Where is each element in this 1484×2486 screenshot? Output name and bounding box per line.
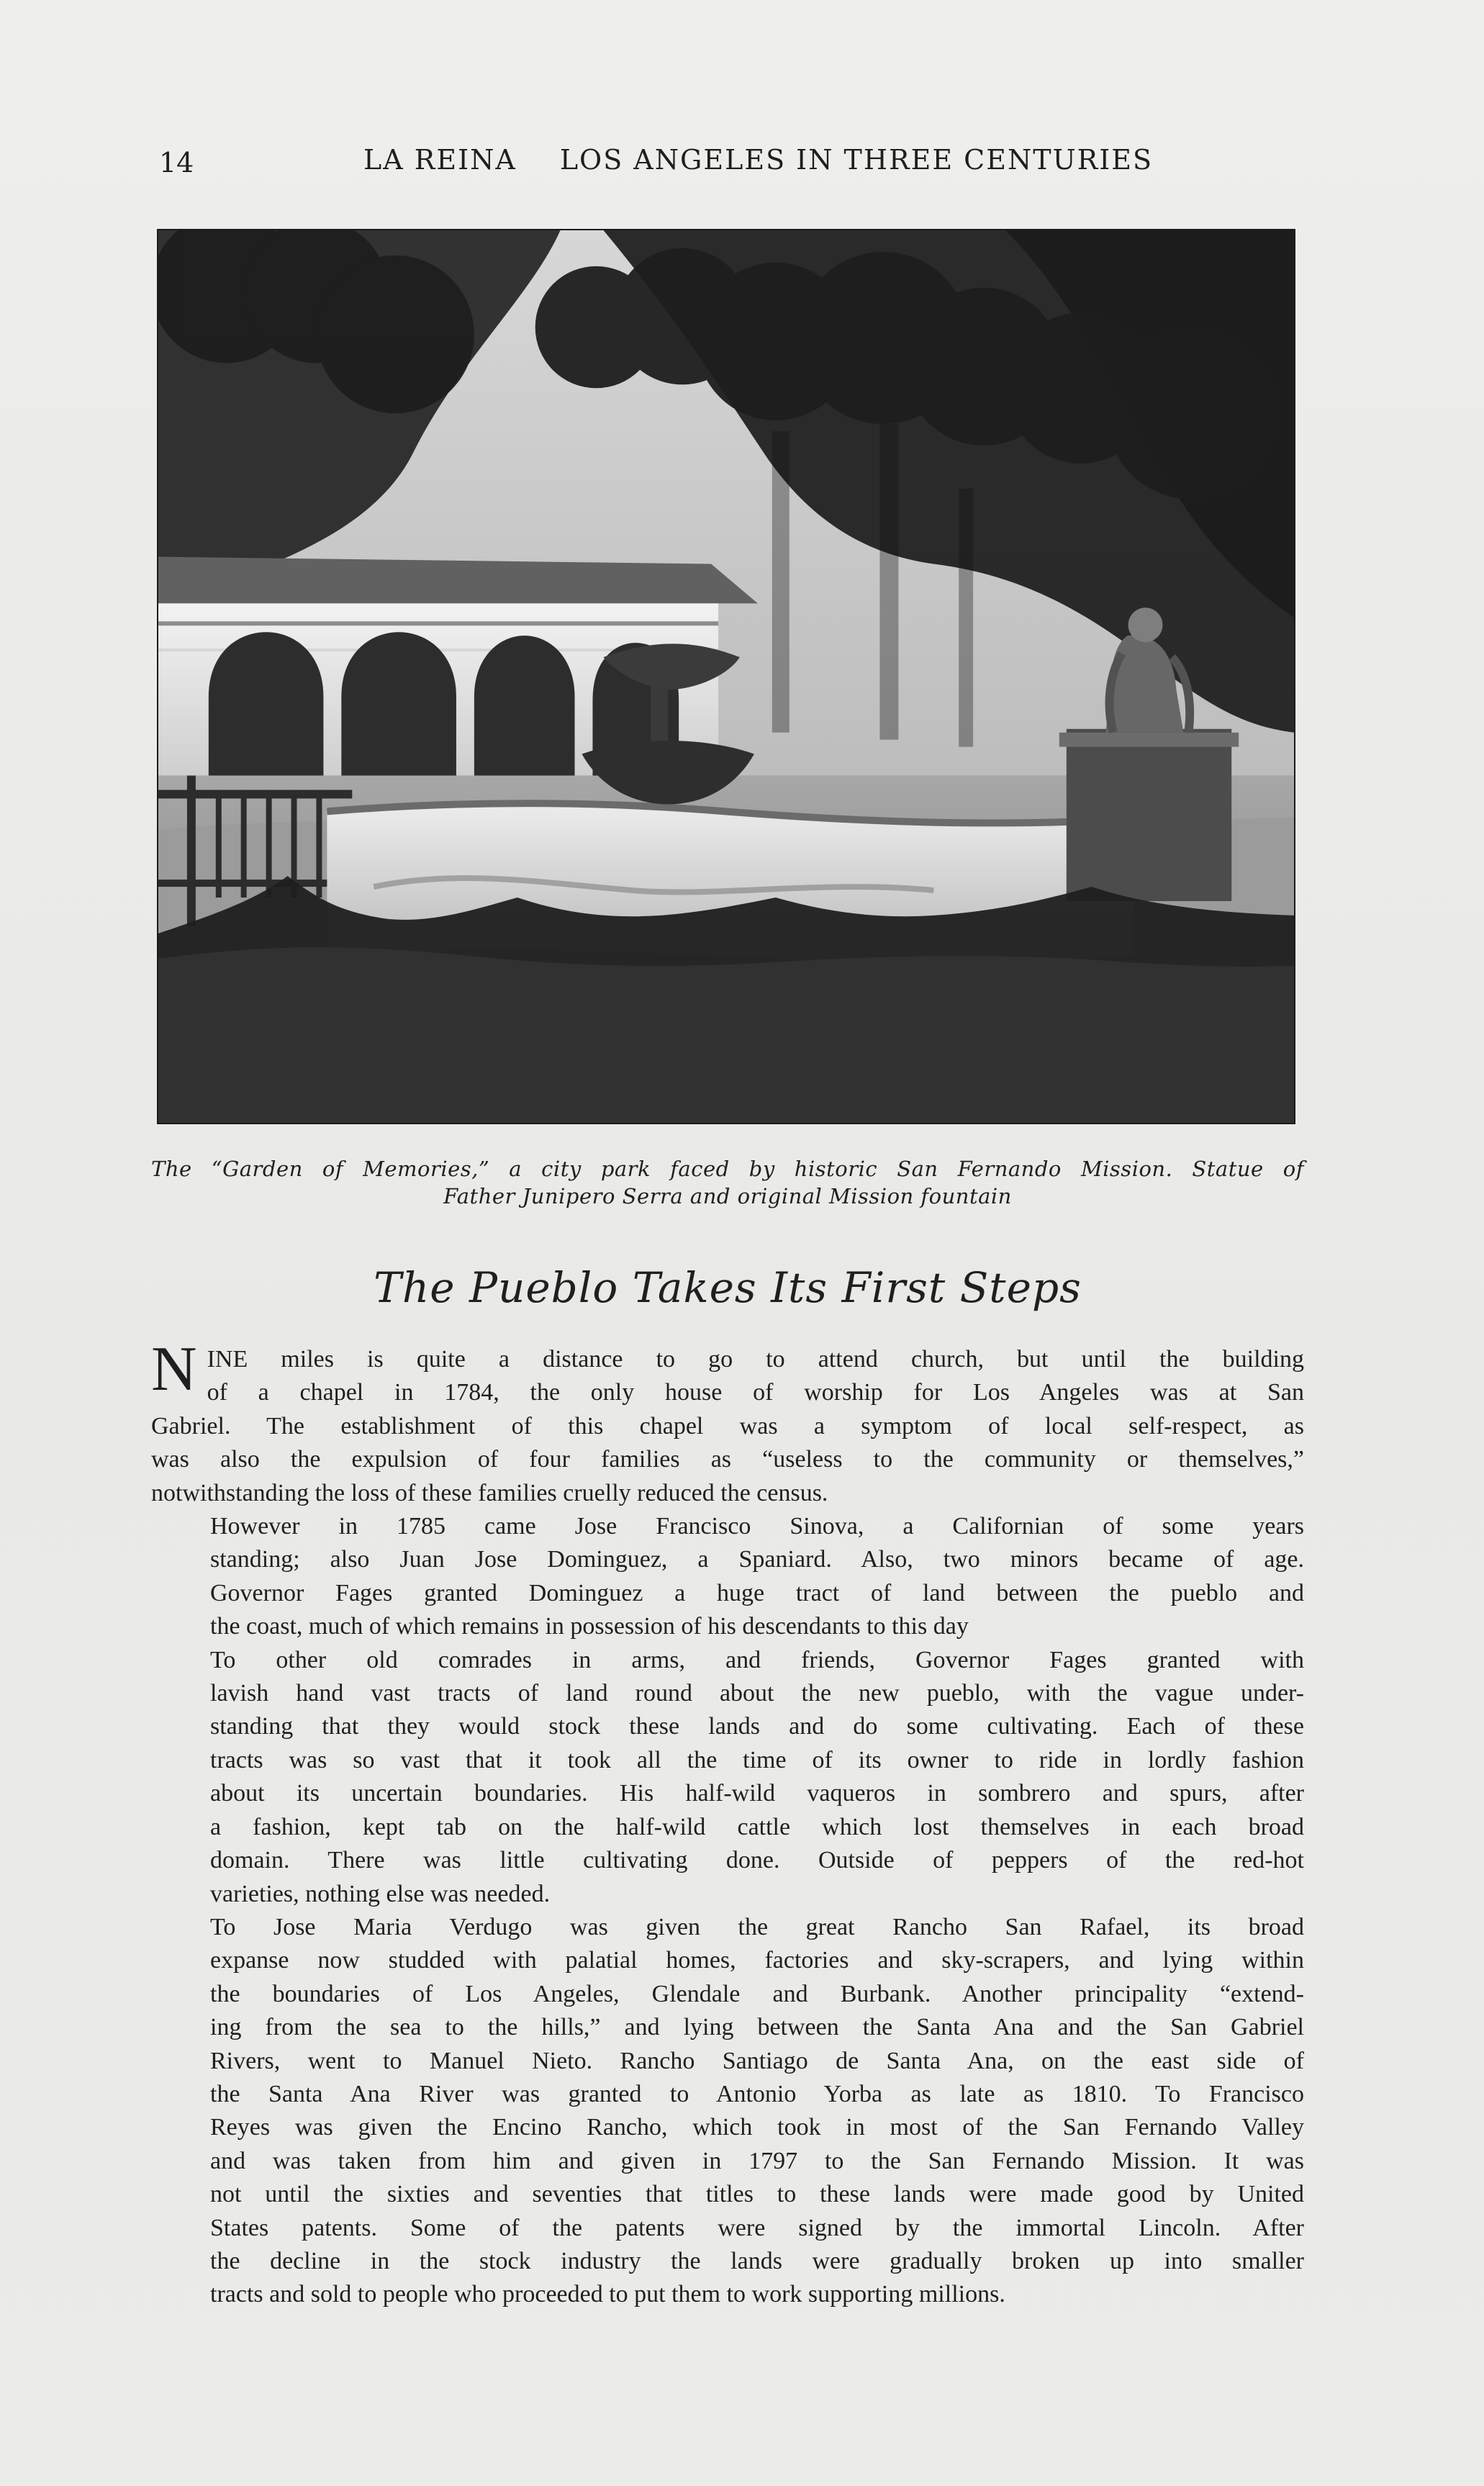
paragraph-4-line-4: ing from the sea to the hills,” and lying between the Santa Ana and the San Gabriel — [210, 2014, 1304, 2041]
article-title: The Pueblo Takes Its First Steps — [374, 1263, 1082, 1312]
paragraph-4-line-2: expanse now studded with palatial homes, factories and sky-scrapers, and lying within — [210, 1947, 1304, 1974]
paragraph-4-line-11: the decline in the stock industry the lands were gradually broken up into smaller — [210, 2247, 1304, 2274]
paragraph-4-line-12: tracts and sold to people who proceeded to put them to work supporting millions. — [210, 2281, 1005, 2308]
paragraph-2 — [151, 1510, 1304, 1644]
paragraph-4-line-1: To Jose Maria Verdugo was given the great Rancho San Rafael, its broad — [210, 1913, 1304, 1940]
paragraph-3-line-3: standing that they would stock these lands and do some cultivating. Each of these — [210, 1713, 1304, 1740]
paragraph-3-line-7: domain. There was little cultivating done. Outside of peppers of the red-hot — [210, 1847, 1304, 1874]
paragraph-4-line-7: Reyes was given the Encino Rancho, which took in most of the San Fernando Valley — [210, 2114, 1304, 2141]
paragraph-3-line-1: To other old comrades in arms, and friends, Governor Fages granted with — [210, 1646, 1304, 1673]
paragraph-2-line-1: However in 1785 came Jose Francisco Sinova, a Californian of some years — [210, 1513, 1304, 1540]
paragraph-1-line-5: notwithstanding the loss of these families cruelly reduced the census. — [151, 1479, 828, 1506]
paragraph-1-line-2: of a chapel in 1784, the only house of worship for Los Angeles was at San — [207, 1379, 1304, 1406]
paragraph-4-line-3: the boundaries of Los Angeles, Glendale and Burbank. Another principality “extend- — [210, 1980, 1304, 2007]
paragraph-4-line-6: the Santa Ana River was granted to Antonio Yorba as late as 1810. To Francisco — [210, 2080, 1304, 2107]
paragraph-1-line-3: Gabriel. The establishment of this chapel was a symptom of local self-respect, as — [151, 1412, 1304, 1439]
drop-cap: N — [151, 1334, 197, 1404]
paragraph-3-line-2: lavish hand vast tracts of land round about the new pueblo, with the vague under- — [210, 1680, 1304, 1707]
mission-garden-illustration — [158, 230, 1294, 1123]
paragraph-3-line-5: about its uncertain boundaries. His half-wild vaqueros in sombrero and spurs, after — [210, 1780, 1304, 1807]
paragraph-2-line-4: the coast, much of which remains in possession of his descendants to this day — [210, 1613, 969, 1640]
page-number: 14 — [159, 147, 194, 178]
article-body — [151, 1334, 1304, 2312]
paragraph-2-line-3: Governor Fages granted Dominguez a huge tract of land between the pueblo and — [210, 1579, 1304, 1606]
paragraph-4-line-5: Rivers, went to Manuel Nieto. Rancho Santiago de Santa Ana, on the east side of — [210, 2047, 1304, 2074]
paragraph-4 — [151, 1911, 1304, 2312]
caption-line-2: Father Junipero Serra and original Mission fountain — [443, 1184, 1012, 1208]
paragraph-2-line-2: standing; also Juan Jose Dominguez, a Spaniard. Also, two minors became of age. — [210, 1546, 1304, 1573]
running-head-right: LOS ANGELES IN THREE CENTURIES — [559, 144, 1154, 176]
running-head — [363, 144, 1154, 176]
running-head-left: LA REINA — [363, 144, 517, 176]
paragraph-3-line-4: tracts was so vast that it took all the time of its owner to ride in lordly fashion — [210, 1746, 1304, 1773]
paragraph-4-line-10: States patents. Some of the patents were signed by the immortal Lincoln. After — [210, 2214, 1304, 2241]
photo-caption — [151, 1155, 1304, 1210]
paragraph-3-line-8: varieties, nothing else was needed. — [210, 1880, 551, 1907]
paragraph-4-line-8: and was taken from him and given in 1797 to the San Fernando Mission. It was — [210, 2147, 1304, 2174]
paragraph-1-line-4: was also the expulsion of four families as “useless to the community or themselves,” — [151, 1446, 1304, 1473]
paragraph-1-line-1: INE miles is quite a distance to go to attend church, but until the building — [207, 1346, 1304, 1373]
caption-line-1: The “Garden of Memories,” a city park faced by historic San Fernando Mission. Statue of — [151, 1157, 1304, 1181]
paragraph-3-line-6: a fashion, kept tab on the half-wild cattle which lost themselves in each broad — [210, 1813, 1304, 1840]
mission-garden-photo — [157, 229, 1295, 1124]
paragraph-3 — [151, 1644, 1304, 1911]
paragraph-1-lines — [207, 1343, 1304, 1410]
paragraph-1 — [151, 1334, 1304, 1510]
paragraph-4-line-9: not until the sixties and seventies that titles to these lands were made good by United — [210, 2181, 1304, 2208]
